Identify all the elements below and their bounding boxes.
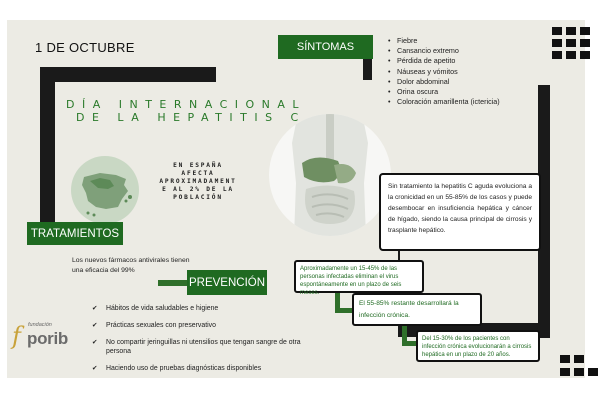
logo-foundation-text: fundación — [28, 322, 52, 328]
symptom-item: • Coloración amarillenta (ictericia) — [397, 97, 500, 107]
decor-square — [552, 27, 562, 35]
prevention-item: ✔ Haciendo uso de pruebas diagnósticas disponibles — [92, 364, 316, 373]
prevention-connector — [158, 280, 188, 286]
decor-square — [560, 355, 570, 363]
spain-stat-line: E AL 2% DE LA — [162, 186, 234, 193]
spain-map-icon — [70, 155, 140, 225]
decor-square — [588, 368, 598, 376]
decor-square — [574, 355, 584, 363]
decor-square — [574, 368, 584, 376]
prevention-list — [92, 304, 316, 381]
symptom-item: • Dolor abdominal — [397, 77, 500, 87]
symptom-item: • Cansancio extremo — [397, 46, 500, 56]
outcome-box-1: Aproximadamente un 15-45% de las personas infectadas eliminan el virus espontáneamente en un plazo de seis meses. — [294, 260, 424, 293]
decor-square — [580, 39, 590, 47]
prevention-heading: PREVENCIÓN — [187, 270, 267, 295]
symptom-item: • Náuseas y vómitos — [397, 67, 500, 77]
torso-liver-illustration — [268, 113, 392, 237]
top-horizontal-bar — [40, 67, 216, 82]
spain-stat-line: AFECTA — [181, 170, 215, 177]
logo-name-text: porib — [27, 329, 68, 348]
prevention-item: ✔ Prácticas sexuales con preservativo — [92, 321, 316, 330]
decor-square — [566, 51, 576, 59]
symptoms-list — [385, 36, 500, 107]
prevention-item: ✔ Hábitos de vida saludables e higiene — [92, 304, 316, 313]
prevention-item: ✔ No compartir jeringuillas ni utensilios que tengan sangre de otra persona — [92, 338, 316, 356]
logo-f-mark: f — [12, 322, 21, 350]
symptom-item: • Pérdida de apetito — [397, 56, 500, 66]
spain-stat-line: POBLACIÓN — [173, 194, 223, 201]
decor-square — [552, 51, 562, 59]
symptom-item: • Fiebre — [397, 36, 500, 46]
spain-stat-line: EN ESPAÑA — [173, 162, 223, 169]
symptoms-heading: SÍNTOMAS — [278, 35, 373, 59]
decor-square — [580, 27, 590, 35]
fundacion-porib-logo — [12, 320, 76, 354]
treatments-text: Los nuevos fármacos antivirales tienen una eficacia del 99% — [72, 257, 190, 274]
spain-stat-line: APROXIMADAMENT — [159, 178, 237, 185]
outcome-connector — [335, 308, 353, 313]
decor-square — [580, 51, 590, 59]
decor-square — [560, 368, 570, 376]
decor-square — [552, 39, 562, 47]
outcome-box-3: Del 15-30% de los pacientes con infección crónica evolucionarán a cirrosis hepática en un plazo de 20 años. — [416, 330, 540, 362]
outcome-box-2: El 55-85% restante desarrollará la infección crónica. — [352, 293, 482, 326]
decor-square — [566, 39, 576, 47]
chronicity-info-box: Sin tratamiento la hepatitis C aguda evoluciona a la cronicidad en un 55-85% de los casos y puede desembocar en insuficiencia hepática y cáncer de hígado, siendo la causa principal de cirrosis y trasplante hepático. — [379, 173, 541, 251]
outcome-connector — [402, 341, 417, 346]
left-vertical-bar — [40, 67, 55, 242]
treatments-heading: TRATAMIENTOS — [27, 222, 123, 245]
date-label: 1 DE OCTUBRE — [35, 40, 135, 55]
symptom-item: • Orina oscura — [397, 87, 500, 97]
decor-square — [566, 27, 576, 35]
title-line-1: DÍA INTERNACIONAL — [66, 98, 307, 111]
title-line-2: DE LA HEPATITIS C — [76, 111, 306, 124]
spain-stat — [148, 162, 248, 202]
